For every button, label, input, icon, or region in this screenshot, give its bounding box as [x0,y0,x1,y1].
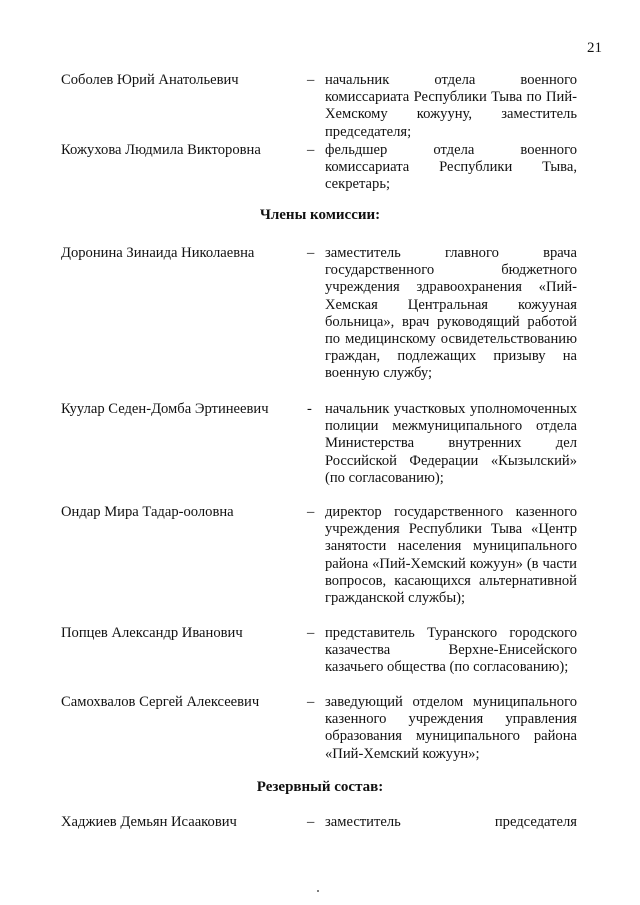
member-name: Соболев Юрий Анатольевич [61,72,239,88]
dash: – [307,625,315,641]
dash: – [307,245,315,261]
member-name: Попцев Александр Иванович [61,625,243,641]
member-role: представитель Туранского городского казачества Верхне-Енисейского казачьего общества (по согласованию); [325,625,577,676]
member-name: Хаджиев Демьян Исаакович [61,814,237,830]
member-name: Доронина Зинаида Николаевна [61,245,255,261]
member-role: фельдшер отдела военного комиссариата Республики Тыва, секретарь; [325,142,577,193]
member-name: Куулар Седен-Домба Эртинеевич [61,401,269,417]
dash: – [307,814,315,830]
dash: – [307,694,315,710]
member-role: заместитель главного врача государственного бюджетного учреждения здравоохранения «Пий-Хемская Центральная кожууная больница», врач руководящий работой по медицинскому освидетельствованию граждан, подлежащих призыву на военную службу; [325,245,577,382]
member-name: Кожухова Людмила Викторовна [61,142,261,158]
section-heading-reserve: Резервный состав: [256,779,384,795]
member-role: директор государственного казенного учреждения Республики Тыва «Центр занятости населения муниципального района «Пий-Хемский кожуун» (в части вопросов, касающихся альтернативной гражданской службы); [325,504,577,607]
member-role: начальник отдела военного комиссариата Республики Тыва по Пий-Хемскому кожууну, заместитель председателя; [325,72,577,140]
section-heading-members: Члены комиссии: [259,207,381,223]
dash: – [307,504,315,520]
dash: – [307,142,315,158]
member-role: начальник участковых уполномоченных полиции межмуниципального отдела Министерства внутренних дел Российской Федерации «Кызылский» (по согласованию); [325,401,577,486]
page-number: 21 [587,40,602,56]
member-role: заведующий отделом муниципального казенного учреждения управления образования муниципального района «Пий-Хемский кожуун»; [325,694,577,762]
dash: – [307,72,315,88]
dash: - [307,401,312,417]
member-role: заместитель председателя [325,814,577,830]
scan-speck [317,890,319,892]
member-name: Ондар Мира Тадар-ооловна [61,504,234,520]
member-name: Самохвалов Сергей Алексеевич [61,694,260,710]
